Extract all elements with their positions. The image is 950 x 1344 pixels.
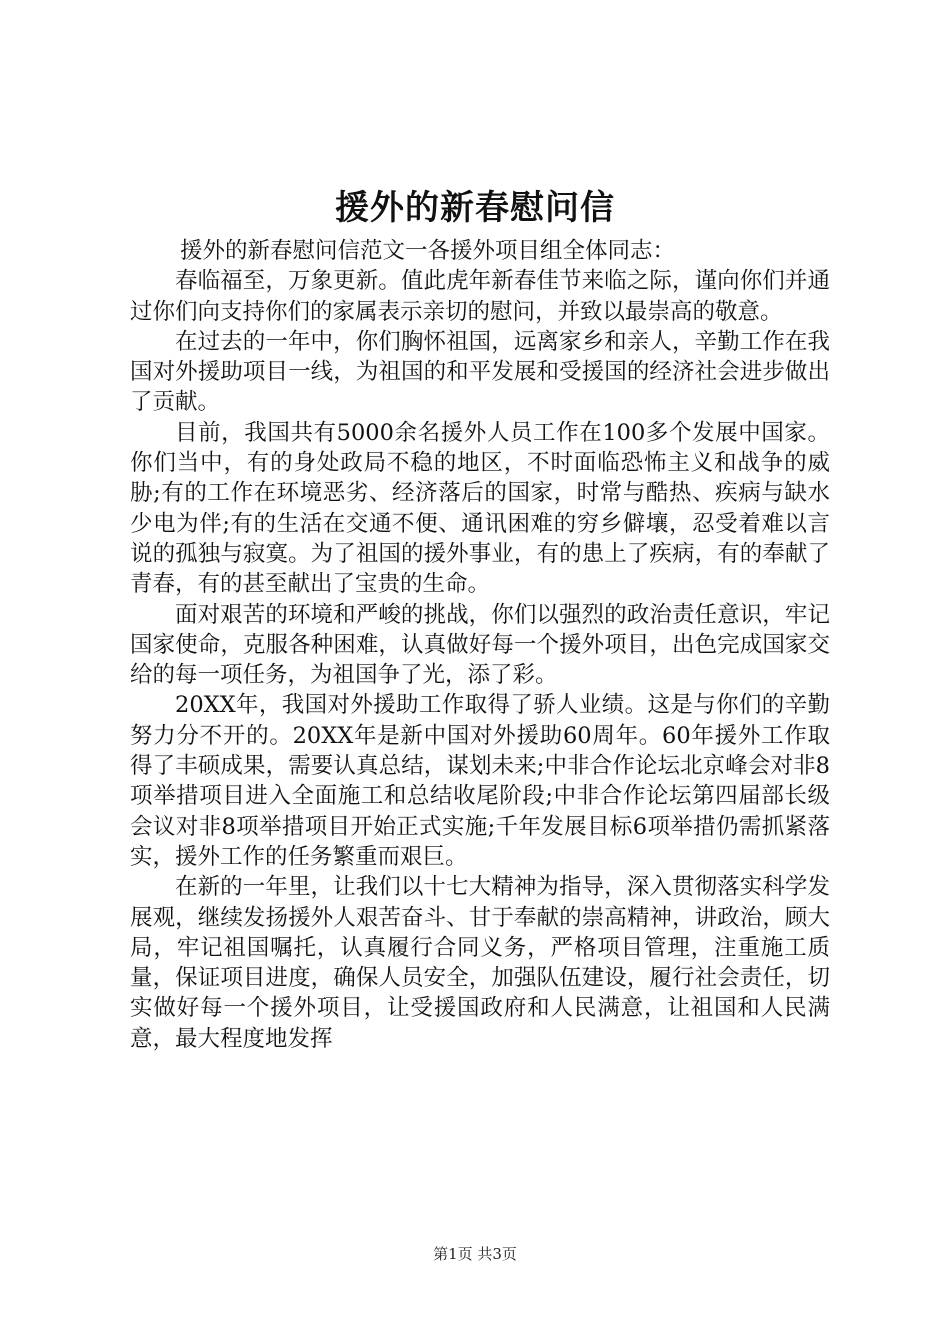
body-paragraph-salutation: 援外的新春慰问信范文一各援外项目组全体同志：: [180, 238, 676, 264]
document-body: [130, 236, 830, 1054]
page-number-footer: 第1页 共3页: [433, 1245, 517, 1263]
body-paragraph: 面对艰苦的环境和严峻的挑战，你们以强烈的政治责任意识，牢记国家使命，克服各种困难，认真做好每一个援外项目，出色完成国家交给的每一项任务，为祖国争了光，添了彩。: [130, 601, 830, 689]
body-paragraph: 在新的一年里，让我们以十七大精神为指导，深入贯彻落实科学发展观，继续发扬援外人艰苦奋斗、甘于奉献的崇高精神，讲政治，顾大局，牢记祖国嘱托，认真履行合同义务，严格项目管理，注重施工质量，保证项目进度，确保人员安全，加强队伍建设，履行社会责任，切实做好每一个援外项目，让受援国政府和人民满意，让祖国和人民满意，最大程度地发挥: [130, 874, 830, 1052]
body-paragraph: 在过去的一年中，你们胸怀祖国，远离家乡和亲人，辛勤工作在我国对外援助项目一线，为祖国的和平发展和受援国的经济社会进步做出了贡献。: [130, 328, 830, 416]
body-paragraph: 目前，我国共有5000余名援外人员工作在100多个发展中国家。你们当中，有的身处政局不稳的地区，不时面临恐怖主义和战争的威胁;有的工作在环境恶劣、经济落后的国家，时常与酷热、疾病与缺水少电为伴;有的生活在交通不便、通讯困难的穷乡僻壤，忍受着难以言说的孤独与寂寞。为了祖国的援外事业，有的患上了疾病，有的奉献了青春，有的甚至献出了宝贵的生命。: [130, 419, 830, 598]
body-paragraph: 春临福至，万象更新。值此虎年新春佳节来临之际，谨向你们并通过你们向支持你们的家属表示亲切的慰问，并致以最崇高的敬意。: [130, 268, 830, 325]
document-title: 援外的新春慰问信: [335, 188, 615, 228]
body-paragraph: 20XX年，我国对外援助工作取得了骄人业绩。这是与你们的辛勤努力分不开的。20XX年是新中国对外援助60周年。60年援外工作取得了丰硕成果，需要认真总结，谋划未来;中非合作论坛北京峰会对非8项举措项目进入全面施工和总结收尾阶段;中非合作论坛第四届部长级会议对非8项举措项目开始正式实施;千年发展目标6项举措仍需抓紧落实，援外工作的任务繁重而艰巨。: [130, 692, 830, 870]
